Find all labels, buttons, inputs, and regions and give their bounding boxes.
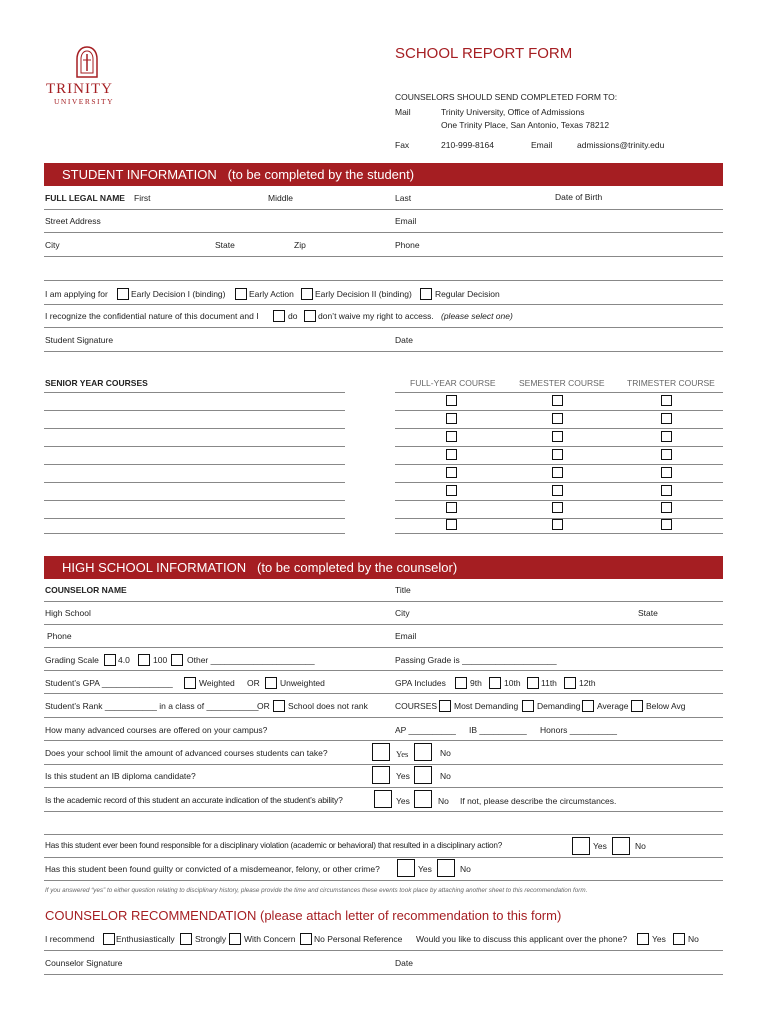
- rule: [395, 533, 723, 534]
- rule: [44, 950, 723, 951]
- course-line[interactable]: [44, 446, 345, 447]
- demanding-label: Demanding: [537, 701, 581, 711]
- gpa-label: Student’s GPA _______________: [45, 678, 173, 688]
- ea-label: Early Action: [249, 289, 294, 299]
- senior-courses-label: SENIOR YEAR COURSES: [45, 378, 148, 388]
- semester-checkbox[interactable]: [552, 431, 563, 442]
- rule: [44, 811, 723, 812]
- record-q: Is the academic record of this student an accurate indication of the student’s ability?: [45, 795, 343, 805]
- zip-label: Zip: [294, 240, 306, 250]
- do-label: do: [288, 311, 298, 321]
- phone-no-checkbox[interactable]: [673, 933, 685, 945]
- semester-checkbox[interactable]: [552, 467, 563, 478]
- trimester-checkbox[interactable]: [661, 519, 672, 530]
- honors-label: Honors __________: [540, 725, 618, 735]
- strongly-label: Strongly: [195, 934, 227, 944]
- scale-4-label: 4.0: [118, 655, 130, 665]
- high-school-info-bar: [44, 556, 723, 579]
- full-year-checkbox[interactable]: [446, 467, 457, 478]
- hs-phone-label: Phone: [47, 631, 72, 641]
- semester-header: SEMESTER COURSE: [519, 378, 605, 388]
- counselor-name-label: COUNSELOR NAME: [45, 585, 127, 595]
- student-bar-note: (to be completed by the student): [227, 167, 415, 182]
- rule: [44, 256, 723, 257]
- course-line[interactable]: [44, 533, 345, 534]
- crime-yes-label: Yes: [418, 864, 432, 874]
- enthusiastically-checkbox[interactable]: [103, 933, 115, 945]
- hs-state-label: State: [638, 608, 658, 618]
- or-label: OR: [257, 701, 270, 711]
- full-year-checkbox[interactable]: [446, 431, 457, 442]
- course-line[interactable]: [44, 464, 345, 465]
- dont-label: don’t waive my right to access.: [318, 311, 434, 321]
- student-signature-label: Student Signature: [45, 335, 114, 345]
- record-no-checkbox[interactable]: [414, 790, 432, 808]
- strongly-checkbox[interactable]: [180, 933, 192, 945]
- rule: [395, 464, 723, 465]
- grade-9-checkbox[interactable]: [455, 677, 467, 689]
- rule: [395, 500, 723, 501]
- rule: [44, 624, 723, 625]
- ib-no-label: No: [440, 771, 451, 781]
- most-demanding-label: Most Demanding: [454, 701, 519, 711]
- mail-label: Mail: [395, 107, 411, 117]
- rule: [44, 764, 723, 765]
- trimester-checkbox[interactable]: [661, 502, 672, 513]
- trimester-header: TRIMESTER COURSE: [627, 378, 715, 388]
- grade-11-label: 11th: [541, 678, 557, 688]
- scale-4-checkbox[interactable]: [104, 654, 116, 666]
- dont-waive-checkbox[interactable]: [304, 310, 316, 322]
- grade-11-checkbox[interactable]: [527, 677, 539, 689]
- early-decision-1-checkbox[interactable]: [117, 288, 129, 300]
- or-label: OR: [247, 678, 260, 688]
- scale-100-checkbox[interactable]: [138, 654, 150, 666]
- mail-line2: One Trinity Place, San Antonio, Texas 78212: [441, 120, 610, 130]
- student-info-bar: [44, 163, 723, 186]
- limit-no-label: No: [440, 748, 451, 758]
- semester-checkbox[interactable]: [552, 413, 563, 424]
- fax-value: 210-999-8164: [441, 140, 494, 150]
- early-decision-2-checkbox[interactable]: [301, 288, 313, 300]
- demanding-checkbox[interactable]: [522, 700, 534, 712]
- ib-yes-label: Yes: [396, 771, 410, 781]
- discipline-yes-checkbox[interactable]: [572, 837, 590, 855]
- trimester-checkbox[interactable]: [661, 485, 672, 496]
- rule: [44, 647, 723, 648]
- enthusiastically-label: Enthusiastically: [116, 934, 175, 944]
- rule: [395, 428, 723, 429]
- discipline-no-checkbox[interactable]: [612, 837, 630, 855]
- with-concern-label: With Concern: [244, 934, 296, 944]
- rule: [395, 446, 723, 447]
- ib-yes-checkbox[interactable]: [372, 766, 390, 784]
- phone-yes-checkbox[interactable]: [637, 933, 649, 945]
- rule: [44, 857, 723, 858]
- rule: [44, 693, 723, 694]
- grade-10-checkbox[interactable]: [489, 677, 501, 689]
- full-legal-name-label: FULL LEGAL NAME: [45, 193, 125, 203]
- full-year-checkbox[interactable]: [446, 413, 457, 424]
- passing-grade-label: Passing Grade is ____________________: [395, 655, 557, 665]
- full-year-checkbox[interactable]: [446, 449, 457, 460]
- semester-checkbox[interactable]: [552, 395, 563, 406]
- advanced-q: How many advanced courses are offered on your campus?: [45, 725, 268, 735]
- email-value: admissions@trinity.edu: [577, 140, 665, 150]
- describe-label: If not, please describe the circumstances.: [460, 796, 617, 806]
- most-demanding-checkbox[interactable]: [439, 700, 451, 712]
- rule: [44, 834, 723, 835]
- average-label: Average: [597, 701, 629, 711]
- crime-no-checkbox[interactable]: [437, 859, 455, 877]
- title-label: Title: [395, 585, 411, 595]
- trimester-checkbox[interactable]: [661, 395, 672, 406]
- street-label: Street Address: [45, 216, 101, 226]
- course-line[interactable]: [44, 482, 345, 483]
- trimester-checkbox[interactable]: [661, 413, 672, 424]
- ib-label: IB __________: [469, 725, 527, 735]
- rule: [44, 327, 723, 328]
- weighted-checkbox[interactable]: [184, 677, 196, 689]
- crime-yes-checkbox[interactable]: [397, 859, 415, 877]
- recognize-label: I recognize the confidential nature of this document and I: [45, 311, 259, 321]
- counselor-date-label: Date: [395, 958, 413, 968]
- gpa-includes-label: GPA Includes: [395, 678, 446, 688]
- record-no-label: No: [438, 796, 449, 806]
- scale-other-checkbox[interactable]: [171, 654, 183, 666]
- no-rank-label: School does not rank: [288, 701, 368, 711]
- email-label: Email: [531, 140, 553, 150]
- mail-line1: Trinity University, Office of Admissions: [441, 107, 585, 117]
- course-line[interactable]: [44, 392, 345, 393]
- grade-10-label: 10th: [504, 678, 521, 688]
- hs-city-label: City: [395, 608, 410, 618]
- below-avg-checkbox[interactable]: [631, 700, 643, 712]
- counselor-signature-label: Counselor Signature: [45, 958, 123, 968]
- phone-label: Phone: [395, 240, 420, 250]
- rule: [395, 392, 723, 393]
- send-heading: COUNSELORS SHOULD SEND COMPLETED FORM TO:: [395, 92, 618, 102]
- ap-label: AP __________: [395, 725, 456, 735]
- full-year-checkbox[interactable]: [446, 519, 457, 530]
- crime-no-label: No: [460, 864, 471, 874]
- ib-no-checkbox[interactable]: [414, 766, 432, 784]
- fax-label: Fax: [395, 140, 410, 150]
- trimester-checkbox[interactable]: [661, 431, 672, 442]
- ed2-label: Early Decision II (binding): [315, 289, 412, 299]
- regular-decision-checkbox[interactable]: [420, 288, 432, 300]
- trimester-checkbox[interactable]: [661, 449, 672, 460]
- brand-sub: UNIVERSITY: [54, 97, 114, 106]
- course-line[interactable]: [44, 518, 345, 519]
- discipline-no-label: No: [635, 841, 646, 851]
- grade-9-label: 9th: [470, 678, 482, 688]
- rd-label: Regular Decision: [435, 289, 500, 299]
- rule: [44, 717, 723, 718]
- rule: [44, 740, 723, 741]
- trimester-checkbox[interactable]: [661, 467, 672, 478]
- form-title: SCHOOL REPORT FORM: [395, 45, 573, 62]
- discipline-note: If you answered “yes” to either question relating to disciplinary history, please provide the time and circumstances these events took place by attaching another sheet to this recommendation form.: [45, 887, 588, 894]
- rule: [44, 351, 723, 352]
- semester-checkbox[interactable]: [552, 502, 563, 513]
- dob-label: Date of Birth: [555, 192, 603, 202]
- with-concern-checkbox[interactable]: [229, 933, 241, 945]
- email-field-label: Email: [395, 216, 417, 226]
- scale-100-label: 100: [153, 655, 168, 665]
- limit-yes-checkbox[interactable]: [372, 743, 390, 761]
- rule: [44, 209, 723, 210]
- rank-label: Student’s Rank ___________ in a class of ___________: [45, 701, 259, 711]
- full-year-checkbox[interactable]: [446, 485, 457, 496]
- rule: [395, 482, 723, 483]
- full-year-checkbox[interactable]: [446, 395, 457, 406]
- rule: [44, 232, 723, 233]
- course-line[interactable]: [44, 500, 345, 501]
- unweighted-label: Unweighted: [280, 678, 325, 688]
- grade-12-checkbox[interactable]: [564, 677, 576, 689]
- rule: [44, 601, 723, 602]
- full-year-checkbox[interactable]: [446, 502, 457, 513]
- crime-q: Has this student been found guilty or convicted of a misdemeanor, felony, or other crime?: [45, 864, 380, 874]
- no-rank-checkbox[interactable]: [273, 700, 285, 712]
- ib-q: Is this student an IB diploma candidate?: [45, 771, 196, 781]
- course-line[interactable]: [44, 428, 345, 429]
- hs-bar-title: HIGH SCHOOL INFORMATION: [62, 560, 247, 575]
- grading-scale-label: Grading Scale: [45, 655, 99, 665]
- student-date-label: Date: [395, 335, 413, 345]
- courses-label: COURSES: [395, 701, 438, 711]
- counselor-rec-title: COUNSELOR RECOMMENDATION (please attach letter of recommendation to this form): [45, 908, 562, 923]
- semester-checkbox[interactable]: [552, 519, 563, 530]
- rule: [44, 974, 723, 975]
- limit-yes-label: Yes: [396, 749, 409, 759]
- discipline-q: Has this student ever been found responsible for a disciplinary violation (academic or behavioral) that resulted in a disciplinary action?: [45, 841, 503, 850]
- phone-discuss-q: Would you like to discuss this applicant over the phone?: [416, 934, 628, 944]
- rule: [44, 280, 723, 281]
- discipline-yes-label: Yes: [593, 841, 607, 851]
- limit-no-checkbox[interactable]: [414, 743, 432, 761]
- unweighted-checkbox[interactable]: [265, 677, 277, 689]
- hs-email-label: Email: [395, 631, 417, 641]
- rule: [44, 787, 723, 788]
- scale-other-label: Other ______________________: [187, 655, 315, 665]
- select-one-note: (please select one): [441, 311, 513, 321]
- full-year-header: FULL-YEAR COURSE: [410, 378, 496, 388]
- state-label: State: [215, 240, 235, 250]
- course-line[interactable]: [44, 410, 345, 411]
- last-label: Last: [395, 193, 412, 203]
- phone-no-label: No: [688, 934, 699, 944]
- ed1-label: Early Decision I (binding): [131, 289, 226, 299]
- record-yes-label: Yes: [396, 796, 410, 806]
- hs-bar-note: (to be completed by the counselor): [257, 560, 458, 575]
- rule: [44, 880, 723, 881]
- student-bar-title: STUDENT INFORMATION: [62, 167, 217, 182]
- limit-q: Does your school limit the amount of advanced courses students can take?: [45, 748, 328, 758]
- semester-checkbox[interactable]: [552, 449, 563, 460]
- rule: [44, 304, 723, 305]
- city-label: City: [45, 240, 60, 250]
- middle-label: Middle: [268, 193, 294, 203]
- early-action-checkbox[interactable]: [235, 288, 247, 300]
- brand-name: TRINITY: [46, 81, 113, 97]
- rule: [44, 670, 723, 671]
- no-reference-checkbox[interactable]: [300, 933, 312, 945]
- below-avg-label: Below Avg: [646, 701, 686, 711]
- trinity-seal-icon: [72, 45, 102, 81]
- do-waive-checkbox[interactable]: [273, 310, 285, 322]
- first-label: First: [134, 193, 151, 203]
- average-checkbox[interactable]: [582, 700, 594, 712]
- i-recommend-label: I recommend: [45, 934, 95, 944]
- phone-yes-label: Yes: [652, 934, 666, 944]
- weighted-label: Weighted: [199, 678, 235, 688]
- record-yes-checkbox[interactable]: [374, 790, 392, 808]
- applying-for-label: I am applying for: [45, 289, 108, 299]
- grade-12-label: 12th: [579, 678, 596, 688]
- high-school-label: High School: [45, 608, 91, 618]
- no-reference-label: No Personal Reference: [314, 934, 403, 944]
- semester-checkbox[interactable]: [552, 485, 563, 496]
- rule: [395, 410, 723, 411]
